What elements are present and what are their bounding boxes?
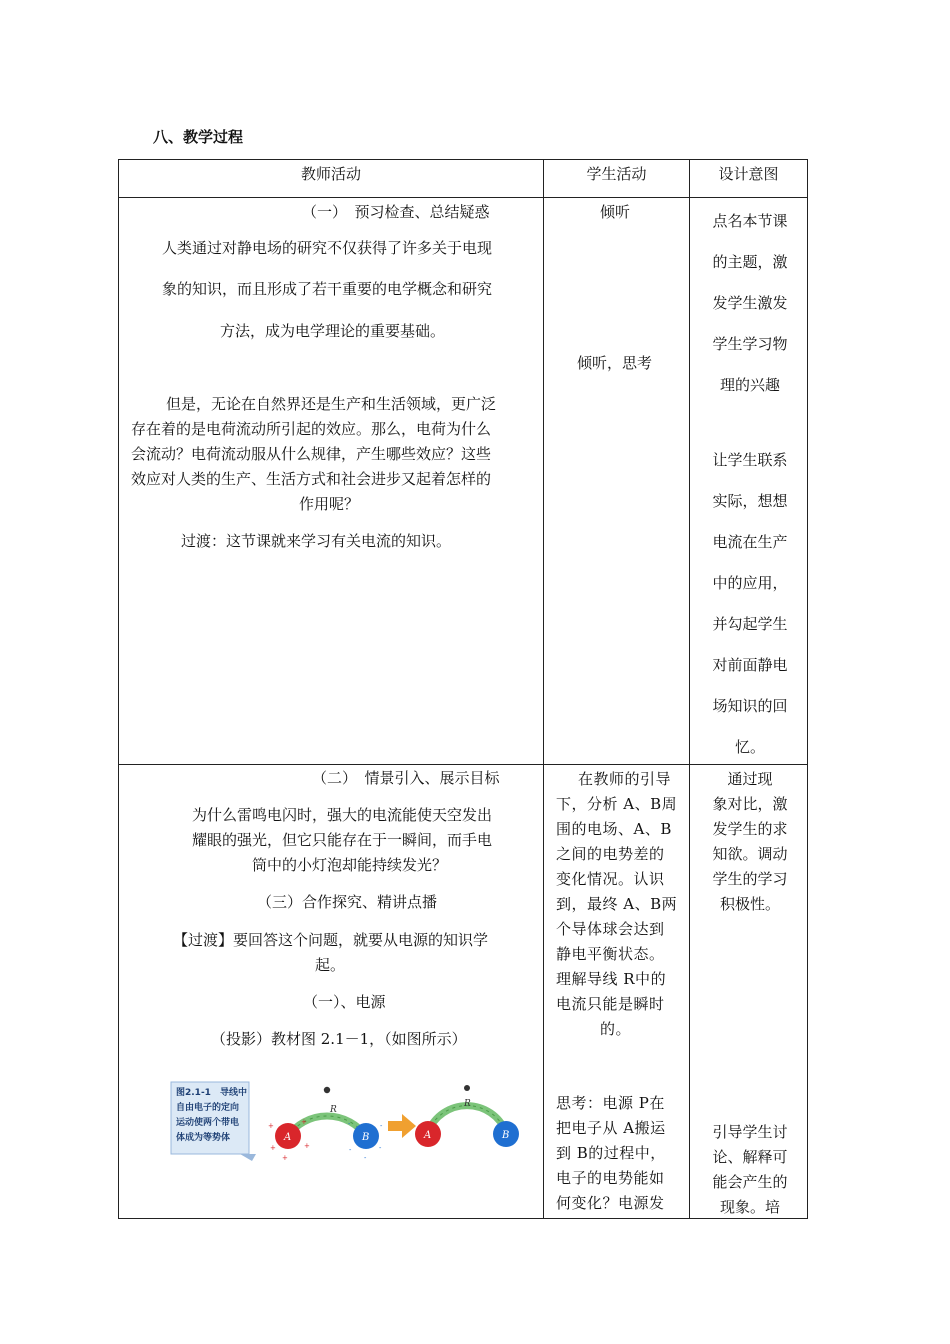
design-line: 的主题，激 <box>712 253 788 271</box>
row2-design-b <box>703 1120 797 1220</box>
svg-text:+: + <box>282 1154 288 1162</box>
row1-paragraph2-line1: 但是，无论在自然界还是生产和生活领域，更广泛 <box>166 395 497 413</box>
student-line: 思考：电源 P在 <box>556 1094 665 1112</box>
design-line: 实际，想想 <box>712 492 788 510</box>
student-line: 电流只能是瞬时 <box>556 995 665 1013</box>
caption-line: 运动使两个带电 <box>176 1118 240 1128</box>
row2-projection-note: （投影）教材图 2.1－1，（如图所示） <box>211 1030 467 1048</box>
row1-paragraph1-line3: 方法，成为电学理论的重要基础。 <box>220 322 446 340</box>
design-line: 让学生联系 <box>712 451 788 469</box>
row2-design-a <box>703 767 797 917</box>
header-student-activity: 学生活动 <box>586 165 647 183</box>
figure-caption <box>176 1086 250 1146</box>
wire-1-label: R <box>330 1105 337 1115</box>
svg-text:+: + <box>268 1122 274 1130</box>
design-line: 中的应用， <box>712 574 788 592</box>
svg-text:+: + <box>301 1118 307 1126</box>
student-line: 何变化？电源发 <box>556 1194 665 1212</box>
caption-line: 自由电子的定向 <box>176 1103 240 1113</box>
wire-arc-2 <box>428 1106 506 1132</box>
design-line: 象对比，激 <box>712 795 788 813</box>
student-line: 的。 <box>600 1020 632 1038</box>
svg-text:-: - <box>380 1122 383 1130</box>
row2-student-b <box>556 1091 680 1216</box>
row2-section3-title: （三）合作探究、精讲点播 <box>257 893 438 911</box>
svg-text:-: - <box>364 1154 367 1162</box>
design-line: 知欲。调动 <box>712 845 788 863</box>
sphere-b-2-label: B <box>502 1130 510 1141</box>
design-line: 发学生的求 <box>712 820 788 838</box>
row2-student-a-rest <box>556 792 680 1042</box>
row1-section-title: （一） 预习检查、总结疑惑 <box>302 203 490 221</box>
student-line: 之间的电势差的 <box>556 845 665 863</box>
design-line: 忆。 <box>734 738 765 756</box>
design-line: 对前面静电 <box>712 656 788 674</box>
row2-transition-line2: 起。 <box>315 956 346 974</box>
design-line: 学生的学习 <box>712 870 788 888</box>
row1-paragraph1-line1: 人类通过对静电场的研究不仅获得了许多关于电现 <box>162 239 493 257</box>
student-line: 在教师的引导 <box>578 770 672 788</box>
row2-student-a <box>556 767 680 792</box>
wire-2-label: R <box>464 1099 471 1109</box>
row2-question-line3: 筒中的小灯泡却能持续发光？ <box>252 856 448 874</box>
row1-design-b <box>703 440 797 768</box>
design-line: 理的兴趣 <box>719 376 780 394</box>
sphere-a-2-label: A <box>424 1130 432 1141</box>
svg-text:+: + <box>270 1144 276 1152</box>
textbook-figure <box>170 1076 522 1164</box>
row1-paragraph2-line2: 存在着的是电荷流动所引起的效应。那么，电荷为什么 <box>131 420 492 438</box>
design-line: 学生学习物 <box>712 335 788 353</box>
design-line: 并勾起学生 <box>712 615 788 633</box>
student-line: 理解导线 R中的 <box>556 970 667 988</box>
row1-paragraph1-line2: 象的知识，而且形成了若干重要的电学概念和研究 <box>162 280 493 298</box>
caption-line: 体成为等势体 <box>176 1133 231 1143</box>
caption-line: 图2.1-1 导线中 <box>176 1088 247 1098</box>
electron-1 <box>324 1087 330 1093</box>
row1-paragraph2-line5: 作用呢？ <box>299 495 360 513</box>
row1-transition: 过渡：这节课就来学习有关电流的知识。 <box>181 532 452 550</box>
electron-2 <box>464 1085 470 1091</box>
svg-text:-: - <box>379 1144 382 1152</box>
student-line: 到，最终 A、B两 <box>556 895 678 913</box>
student-line: 电子的电势能如 <box>556 1169 665 1187</box>
design-line: 现象。培 <box>719 1198 780 1216</box>
student-line: 到 B的过程中， <box>556 1144 666 1162</box>
sphere-a-1-label: A <box>284 1132 292 1143</box>
row2-subheading-power-source: （一）、电源 <box>303 993 386 1011</box>
design-line: 发学生激发 <box>712 294 788 312</box>
row2-section-title: （二） 情景引入、展示目标 <box>312 769 500 787</box>
design-line: 论、解释可 <box>712 1148 788 1166</box>
svg-text:-: - <box>348 1120 351 1128</box>
svg-text:-: - <box>349 1146 352 1154</box>
svg-text:+: + <box>304 1142 310 1150</box>
caption-pointer <box>240 1154 256 1161</box>
row1-student-listen: 倾听 <box>600 203 631 221</box>
row1-paragraph2-line3: 会流动？电荷流动服从什么规律，产生哪些效应？这些 <box>131 445 492 463</box>
row2-question-line1: 为什么雷鸣电闪时，强大的电流能使天空发出 <box>192 806 493 824</box>
design-line: 通过现 <box>727 770 773 788</box>
arrow-icon <box>388 1114 416 1138</box>
student-line: 静电平衡状态。 <box>556 945 665 963</box>
row2-question-line2: 耀眼的强光，但它只能存在于一瞬间，而手电 <box>192 831 493 849</box>
student-line: 围的电场、A、B <box>556 820 672 838</box>
row1-student-listen-think: 倾听，思考 <box>577 354 653 372</box>
design-line: 能会产生的 <box>712 1173 788 1191</box>
student-line: 把电子从 A搬运 <box>556 1119 666 1137</box>
section-heading: 八、教学过程 <box>153 128 244 146</box>
student-line: 变化情况。认识 <box>556 870 665 888</box>
row1-paragraph2-line4: 效应对人类的生产、生活方式和社会进步又起着怎样的 <box>131 470 492 488</box>
sphere-b-1-label: B <box>362 1132 370 1143</box>
design-line: 点名本节课 <box>712 212 788 230</box>
header-design-intent: 设计意图 <box>718 165 779 183</box>
design-line: 电流在生产 <box>712 533 788 551</box>
row2-transition-line1: 【过渡】要回答这个问题，就要从电源的知识学 <box>173 931 489 949</box>
design-line: 引导学生讨 <box>712 1123 788 1141</box>
student-line: 个导体球会达到 <box>556 920 665 938</box>
header-teacher-activity: 教师活动 <box>300 165 361 183</box>
student-line: 下，分析 A、B周 <box>556 795 678 813</box>
row1-design-a <box>703 201 797 406</box>
design-line: 场知识的回 <box>712 697 788 715</box>
design-line: 积极性。 <box>719 895 780 913</box>
